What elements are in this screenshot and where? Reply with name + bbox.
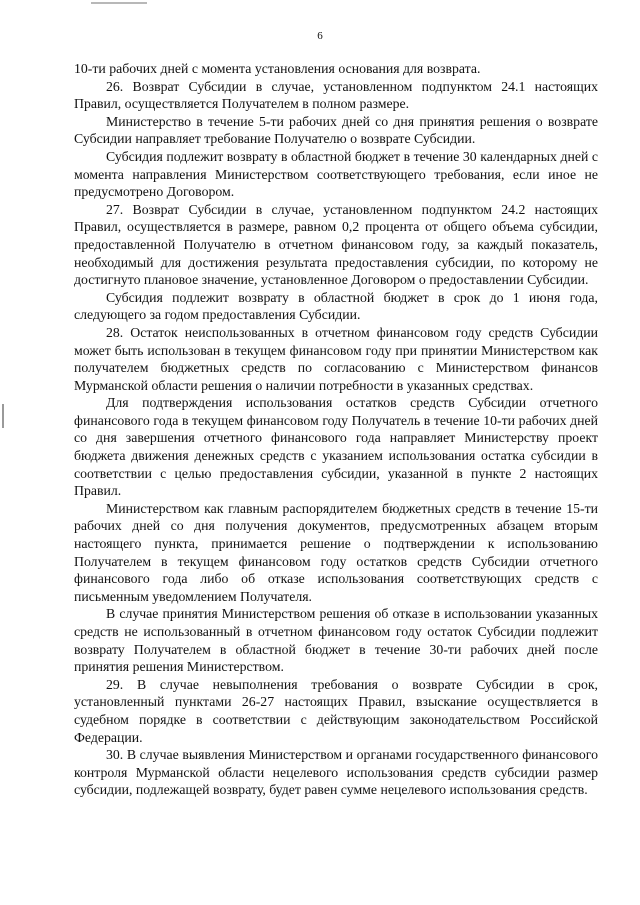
paragraph-balance-confirmation: Для подтверждения использования остатков средств Субсидии отчетного финансового года в текущем финансовом году Получатель в течение 10-ти рабочих дней со дня завершения отчетного финансового года направляет Министерству проект бюджета движения денежных средств с указанием использования остатка субсидии в соответствии с целью предоставления субсидии, указанной в пункте 2 настоящих Правил.	[74, 395, 598, 499]
page-number: 6	[317, 30, 323, 42]
paragraph-clause-29: 29. В случае невыполнения требования о возврате Субсидии в срок, установленный пунктами 26-27 настоящих Правил, взыскание осуществляется в судебном порядке в соответствии с действующим законодательством Российской Федерации.	[74, 676, 598, 745]
paragraph-clause-30: 30. В случае выявления Министерством и органами государственного финансового контроля Мурманской области нецелевого использования средств субсидии размер субсидии, подлежащей возврату, будет равен сумме нецелевого использования средств.	[74, 747, 598, 798]
paragraph-clause-27: 27. Возврат Субсидии в случае, установленном подпунктом 24.2 настоящих Правил, осуществляется в размере, равном 0,2 процента от общего объема субсидии, предоставленной Получателю в отчетном финансовом году, за каждый показатель, необходимый для достижения результата предоставления субсидии, по которому не достигнуто плановое значение, установленное Договором о предоставлении Субсидии.	[74, 201, 598, 288]
paragraph-continuation: 10-ти рабочих дней с момента установления основания для возврата.	[74, 61, 481, 76]
paragraph-return-june: Субсидия подлежит возврату в областной бюджет в срок до 1 июня года, следующего за годом предоставления Субсидии.	[74, 289, 598, 323]
paragraph-return-deadline: Субсидия подлежит возврату в областной бюджет в течение 30 календарных дней с момента направления Министерством соответствующего требования, если иное не предусмотрено Договором.	[74, 148, 598, 200]
paragraph-clause-28: 28. Остаток неиспользованных в отчетном финансовом году средств Субсидии может быть использован в текущем финансовом году при принятии Министерством как получателем бюджетных средств по согласованию с Министерством финансов Мурманской области решения о наличии потребности в указанных средствах.	[74, 324, 598, 393]
document-body	[74, 60, 598, 799]
paragraph-ministry-decision: Министерством как главным распорядителем бюджетных средств в течение 15-ти рабочих дней со дня получения документов, предусмотренных абзацем вторым настоящего пункта, принимается решение о подтверждении к использованию Получателем в текущем финансовом году остатков средств Субсидии отчетного финансового года либо об отказе использования соответствующих средств с письменным уведомлением Получателя.	[74, 500, 598, 604]
paragraph-clause-26: 26. Возврат Субсидии в случае, установленном подпунктом 24.1 настоящих Правил, осуществляется Получателем в полном размере.	[74, 78, 598, 112]
paragraph-ministry-requirement: Министерство в течение 5-ти рабочих дней со дня принятия решения о возврате Субсидии направляет требование Получателю о возврате Субсидии.	[74, 113, 598, 147]
scan-edge-mark	[2, 404, 4, 428]
paragraph-refusal-case: В случае принятия Министерством решения об отказе в использовании указанных средств не использованный в отчетном финансовом году остаток Субсидии подлежит возврату Получателем в областной бюджет в течение 30-ти рабочих дней после принятия решения Министерством.	[74, 606, 598, 675]
scan-artifact-line	[91, 2, 147, 4]
